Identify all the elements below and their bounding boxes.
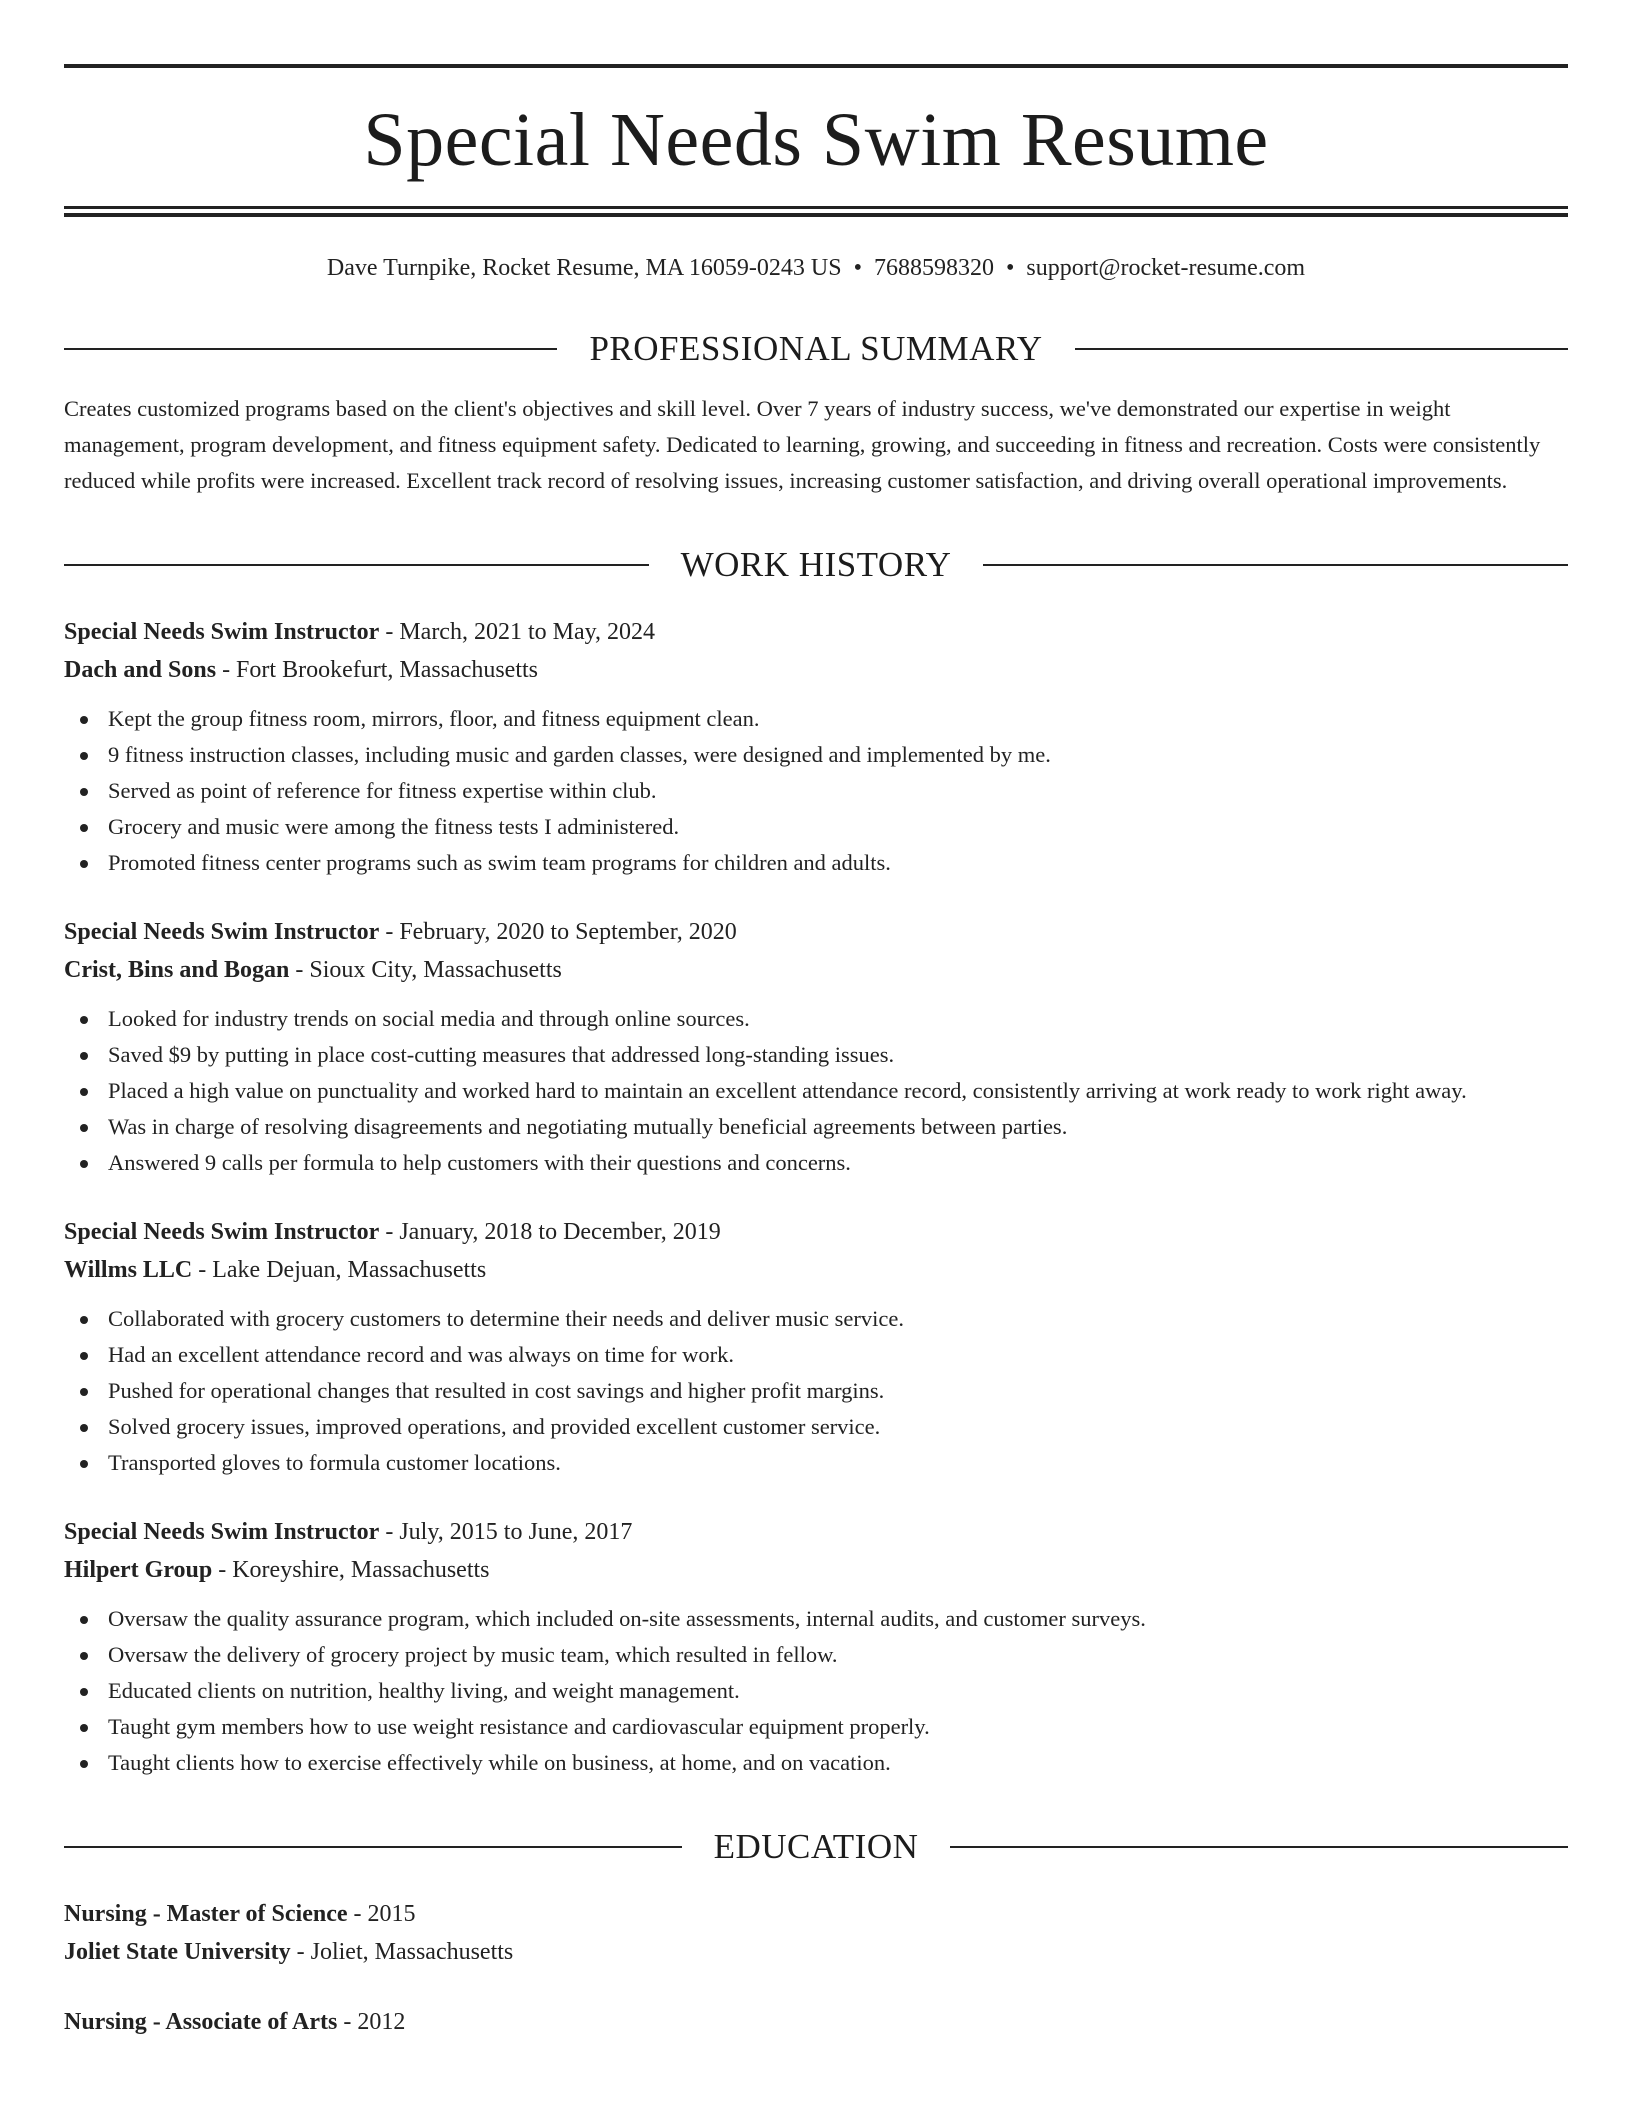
- bullet-item: Kept the group fitness room, mirrors, floor, and fitness equipment clean.: [64, 701, 1568, 737]
- summary-text: Creates customized programs based on the client's objectives and skill level. Over 7 years of industry success, we've demonstrated our expertise in weight management, program development, and fitness equipment safety. Dedicated to learning, growing, and succeeding in fitness and recreation. Costs were consistently reduced while profits were increased. Excellent track record of resolving issues, increasing customer satisfaction, and driving overall operational improvements.: [64, 396, 1541, 493]
- job-company-line: [64, 1551, 1568, 1589]
- job-bullets: [64, 1001, 1568, 1181]
- school-name: Joliet State University: [64, 1939, 291, 1965]
- job-dates: - July, 2015 to June, 2017: [379, 1519, 633, 1545]
- job-location: - Lake Dejuan, Massachusetts: [192, 1257, 487, 1283]
- title-double-rule: [64, 206, 1568, 217]
- degree-year: - 2015: [347, 1901, 416, 1927]
- job-title-line: [64, 1213, 1568, 1251]
- contact-address: Dave Turnpike, Rocket Resume, MA 16059-0243 US: [326, 255, 842, 281]
- section-heading-work: [64, 545, 1568, 585]
- job-title: Special Needs Swim Instructor: [64, 619, 380, 645]
- job-entry: [64, 1513, 1568, 1781]
- bullet-item: Educated clients on nutrition, healthy living, and weight management.: [64, 1673, 1568, 1709]
- heading-rule-left: [64, 348, 557, 350]
- contact-line: [64, 253, 1568, 283]
- school-location: - Joliet, Massachusetts: [290, 1939, 514, 1965]
- school-line: [64, 1933, 1568, 1971]
- job-title: Special Needs Swim Instructor: [64, 1219, 380, 1245]
- education-entry: [64, 2003, 1568, 2041]
- bullet-item: Served as point of reference for fitness expertise within club.: [64, 773, 1568, 809]
- job-entry: [64, 913, 1568, 1181]
- degree-line: [64, 2003, 1568, 2041]
- job-company-line: [64, 951, 1568, 989]
- job-company-line: [64, 1251, 1568, 1289]
- job-location: - Koreyshire, Massachusetts: [212, 1557, 490, 1583]
- job-bullets: [64, 1301, 1568, 1481]
- job-location: - Fort Brookefurt, Massachusetts: [216, 657, 539, 683]
- heading-rule-right: [950, 1846, 1568, 1848]
- job-title-line: [64, 913, 1568, 951]
- education-entry: [64, 1895, 1568, 1971]
- bullet-item: Oversaw the quality assurance program, which included on-site assessments, internal audits, and customer surveys.: [64, 1601, 1568, 1637]
- bullet-item: Transported gloves to formula customer locations.: [64, 1445, 1568, 1481]
- job-bullets: [64, 701, 1568, 881]
- job-company: Willms LLC: [64, 1257, 193, 1283]
- resume-page: [64, 64, 1568, 2041]
- bullet-item: 9 fitness instruction classes, including music and garden classes, were designed and implemented by me.: [64, 737, 1568, 773]
- contact-email: support@rocket-resume.com: [1026, 255, 1306, 281]
- resume-title: Special Needs Swim Resume: [363, 98, 1269, 182]
- work-history: [64, 613, 1568, 1781]
- heading-rule-right: [983, 564, 1568, 566]
- degree-line: [64, 1895, 1568, 1933]
- job-title-line: [64, 1513, 1568, 1551]
- job-company-line: [64, 651, 1568, 689]
- heading-rule-left: [64, 564, 649, 566]
- degree: Nursing - Master of Science: [64, 1901, 348, 1927]
- job-dates: - February, 2020 to September, 2020: [379, 919, 737, 945]
- bullet-item: Collaborated with grocery customers to determine their needs and deliver music service.: [64, 1301, 1568, 1337]
- education-list: [64, 1895, 1568, 2041]
- job-dates: - March, 2021 to May, 2024: [379, 619, 656, 645]
- section-heading-education: [64, 1827, 1568, 1867]
- job-bullets: [64, 1601, 1568, 1781]
- heading-rule-right: [1075, 348, 1568, 350]
- bullet-item: Solved grocery issues, improved operations, and provided excellent customer service.: [64, 1409, 1568, 1445]
- bullet-item: Promoted fitness center programs such as swim team programs for children and adults.: [64, 845, 1568, 881]
- heading-rule-left: [64, 1846, 682, 1848]
- bullet-item: Placed a high value on punctuality and worked hard to maintain an excellent attendance record, consistently arriving at work ready to work right away.: [64, 1073, 1568, 1109]
- degree-year: - 2012: [337, 2009, 406, 2035]
- degree: Nursing - Associate of Arts: [64, 2009, 338, 2035]
- section-heading-summary: [64, 329, 1568, 369]
- bullet-item: Oversaw the delivery of grocery project by music team, which resulted in fellow.: [64, 1637, 1568, 1673]
- job-title-line: [64, 613, 1568, 651]
- contact-separator: •: [1005, 255, 1015, 281]
- job-company: Crist, Bins and Bogan: [64, 957, 290, 983]
- job-company: Hilpert Group: [64, 1557, 213, 1583]
- job-entry: [64, 1213, 1568, 1481]
- job-dates: - January, 2018 to December, 2019: [379, 1219, 721, 1245]
- bullet-item: Looked for industry trends on social media and through online sources.: [64, 1001, 1568, 1037]
- job-title: Special Needs Swim Instructor: [64, 919, 380, 945]
- section-title: EDUCATION: [713, 1827, 919, 1866]
- contact-separator: •: [853, 255, 862, 281]
- section-title: WORK HISTORY: [680, 545, 952, 584]
- job-company: Dach and Sons: [64, 657, 217, 683]
- bullet-item: Saved $9 by putting in place cost-cutting measures that addressed long-standing issues.: [64, 1037, 1568, 1073]
- bullet-item: Had an excellent attendance record and was always on time for work.: [64, 1337, 1568, 1373]
- job-location: - Sioux City, Massachusetts: [289, 957, 562, 983]
- contact-phone: 7688598320: [873, 255, 994, 281]
- bullet-item: Pushed for operational changes that resulted in cost savings and higher profit margins.: [64, 1373, 1568, 1409]
- bullet-item: Answered 9 calls per formula to help customers with their questions and concerns.: [64, 1145, 1568, 1181]
- section-title: PROFESSIONAL SUMMARY: [589, 329, 1043, 368]
- bullet-item: Grocery and music were among the fitness tests I administered.: [64, 809, 1568, 845]
- bullet-item: Taught gym members how to use weight resistance and cardiovascular equipment properly.: [64, 1709, 1568, 1745]
- bullet-item: Taught clients how to exercise effectively while on business, at home, and on vacation.: [64, 1745, 1568, 1781]
- job-title: Special Needs Swim Instructor: [64, 1519, 380, 1545]
- top-rule: [64, 64, 1568, 68]
- job-entry: [64, 613, 1568, 881]
- bullet-item: Was in charge of resolving disagreements and negotiating mutually beneficial agreements between parties.: [64, 1109, 1568, 1145]
